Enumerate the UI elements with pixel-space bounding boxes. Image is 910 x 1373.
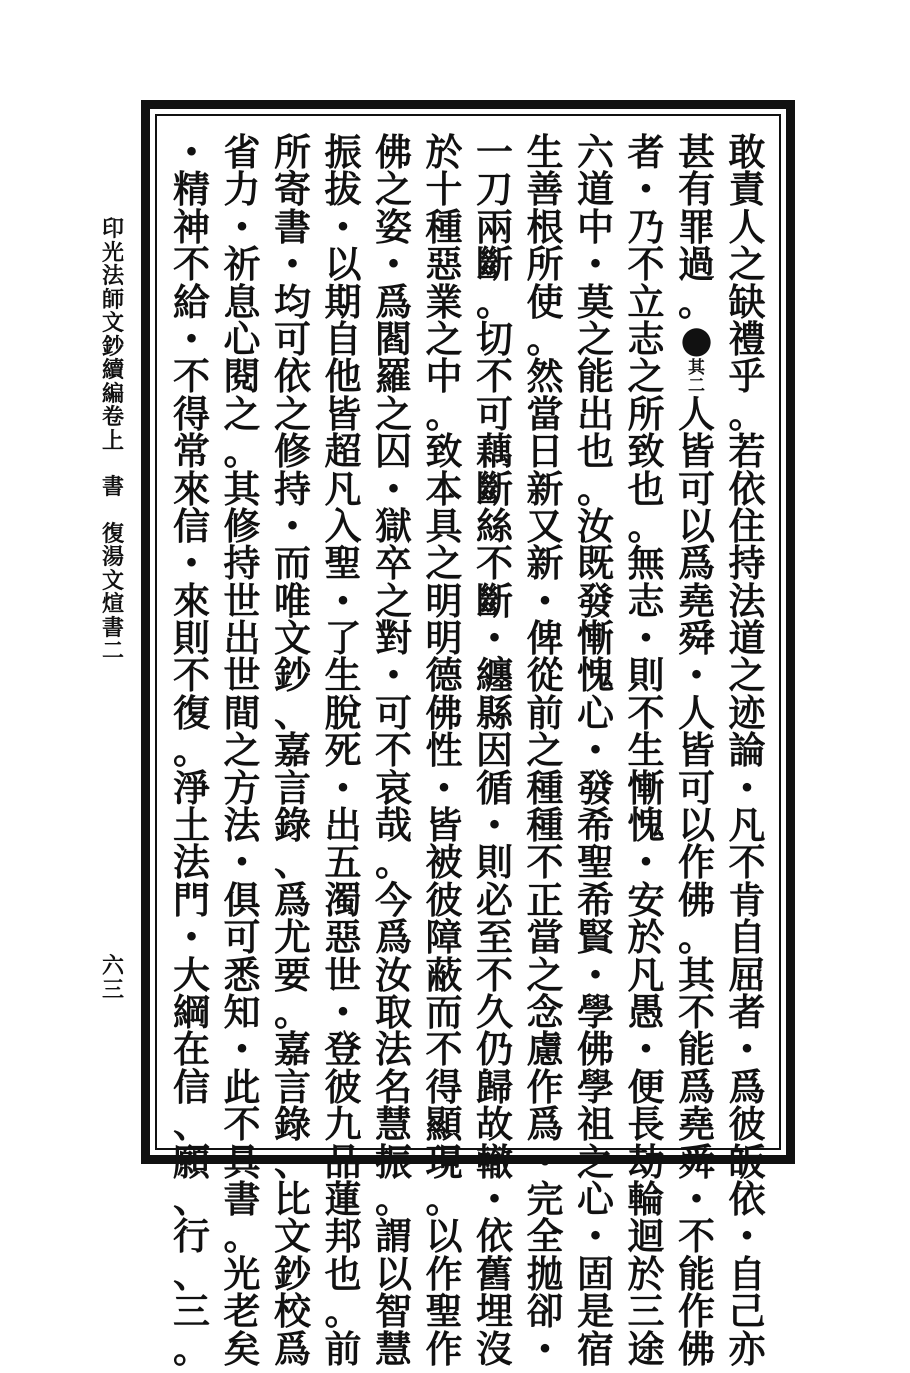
running-header (98, 218, 128, 664)
text-column: ・ 精 神 不 給 ・ 不 得 常 來 信 ・ 來 則 不 復 。 淨 土 法 門 ・ 大 綱 在 信 、 願 、 行 、 三 。 (171, 129, 212, 1371)
interlinear-note: 其 二 (688, 358, 705, 397)
section-label: 書 (101, 474, 124, 500)
text-column: 所 寄 書 ・ 均 可 依 之 修 持 ・ 而 唯 文 鈔 、 嘉 言 錄 、 爲 尤 要 。 嘉 言 錄 、 比 文 鈔 校 爲 (272, 130, 313, 1371)
text-column: 六 道 中 ・ 莫 之 能 出 也 。 汝 既 發 慚 愧 心 ・ 發 希 聖 希 賢 ・ 學 佛 學 祖 之 心 ・ 固 是 宿 (575, 130, 616, 1371)
page-number: 六 三 (101, 953, 124, 1003)
text-column: 佛 之 姿 ・ 爲 閻 羅 之 囚 ・ 獄 卒 之 對 ・ 可 不 哀 哉 。 今 爲 汝 取 法 名 慧 振 。 謂 以 智 慧 (373, 130, 414, 1371)
text-column: 者 ・ 乃 不 立 志 之 所 致 也 。 無 志 ・ 則 不 生 慚 愧 ・ 安 於 凡 愚 ・ 便 長 劫 輪 迴 於 三 途 (626, 130, 666, 1371)
text-column: 甚 有 罪 過 。 ● 其 二 人 皆 可 以 爲 堯 舜 ・ 人 皆 可 以 作 佛 。 其 不 能 爲 堯 舜 ・ 不 能 作 佛 (676, 130, 717, 1371)
text-column: 於 十 種 惡 業 之 中 。 致 本 具 之 明 明 德 佛 性 ・ 皆 被 彼 障 蔽 而 不 得 顯 現 。 以 作 聖 作 (424, 130, 464, 1371)
letter-title: 復 湯 文 煊 書 二 (101, 520, 124, 664)
text-column: 敢 責 人 之 缺 禮 乎 。 若 依 住 持 法 道 之 迹 論 ・ 凡 不 肯 自 屈 者 ・ 爲 彼 皈 依 ・ 自 己 亦 (727, 130, 767, 1371)
text-column: 省 力 ・ 祈 息 心 閱 之 。 其 修 持 世 出 世 間 之 方 法 ・ 俱 可 悉 知 ・ 此 不 具 書 。 光 老 矣 (222, 130, 262, 1371)
text-column: 生 善 根 所 使 。 然 當 日 新 又 新 ・ 俾 從 前 之 種 種 不 正 當 之 念 慮 作 爲 ・ 完 全 拋 卻 ・ (525, 130, 565, 1373)
text-column: 一 刀 兩 斷 。 切 不 可 藕 斷 絲 不 斷 ・ 纏 縣 因 循 ・ 則 必 至 不 久 仍 歸 故 轍 ・ 依 舊 埋 沒 (474, 130, 515, 1371)
book-title: 印 光 法 師 文 鈔 續 編 卷 上 (101, 216, 124, 454)
text-column: 振 拔 ・ 以 期 自 他 皆 超 凡 入 聖 ・ 了 生 脫 死 ・ 出 五 濁 惡 世 ・ 登 彼 九 品 蓮 邦 也 。 前 (323, 130, 363, 1371)
